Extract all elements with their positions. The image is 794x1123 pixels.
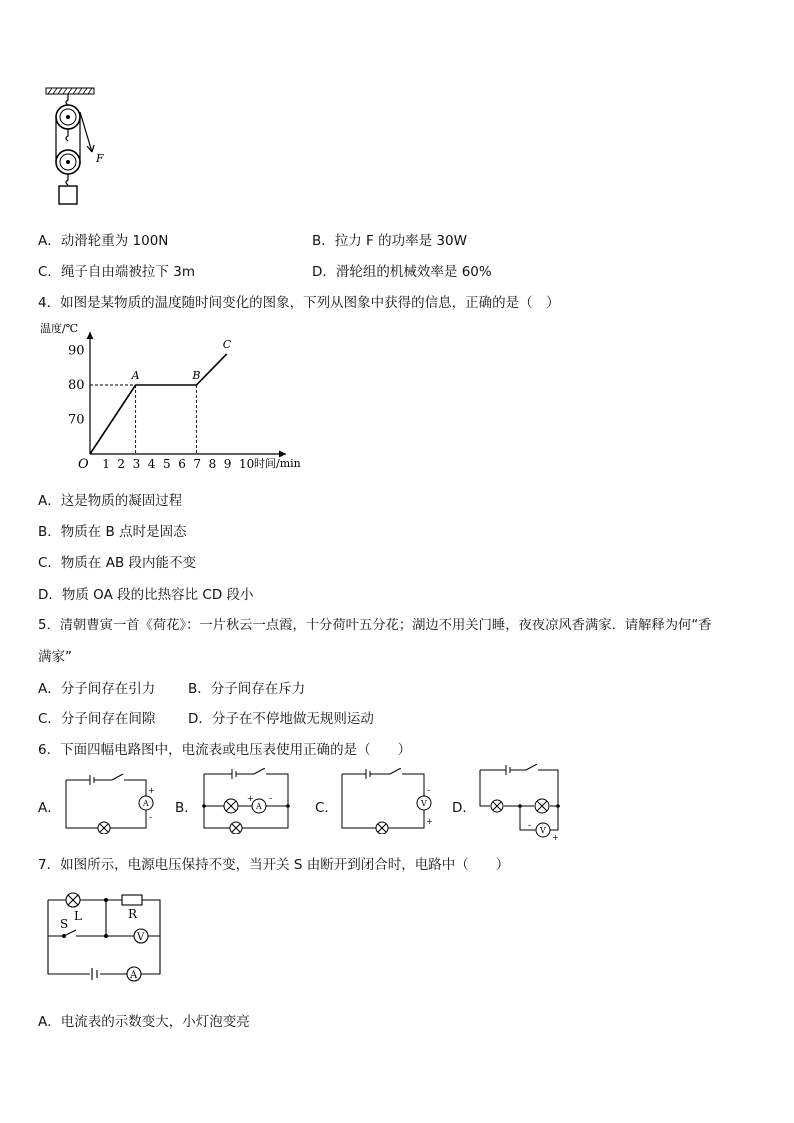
q5-stem-line1: 5．清朝曹寅一首《荷花》：一片秋云一点霞，十分荷叶五分花；湖边不用关门睡，夜夜凉风香满家．请解释为何“香 <box>38 618 712 633</box>
plus-sign: + <box>148 786 155 795</box>
circuit-a <box>62 768 162 834</box>
minus-sign: - <box>528 821 532 831</box>
minus-sign: - <box>269 794 273 804</box>
temperature-curve <box>90 354 227 454</box>
plus-sign: + <box>426 817 433 826</box>
point-label: C <box>222 337 232 351</box>
x-tick-label: 1 <box>102 457 110 471</box>
q4-option-d[interactable]: D．物质 OA 段的比热容比 CD 段小 <box>38 587 254 603</box>
q3-option-d[interactable] <box>312 260 492 280</box>
circuit-q7 <box>42 888 172 984</box>
y-tick-label: 90 <box>68 343 85 359</box>
switch-label: S <box>60 917 69 931</box>
ammeter-label: A <box>130 970 138 981</box>
x-tick-label: 2 <box>117 457 126 471</box>
q3-option-a[interactable] <box>38 229 168 249</box>
x-axis-label: 时间/min <box>254 457 301 470</box>
y-tick-label: 70 <box>68 412 85 428</box>
x-tick-label: 10 <box>239 457 255 471</box>
ammeter-label: A <box>143 799 149 808</box>
option-letter: D． <box>312 264 336 280</box>
plus-sign: + <box>552 833 559 840</box>
minus-sign: - <box>427 786 431 796</box>
y-tick-label: 80 <box>68 378 85 393</box>
x-tick-label: 4 <box>147 457 156 471</box>
option-letter: B． <box>312 233 335 249</box>
option-text: 绳子自由端被拉下 3m <box>60 264 195 280</box>
circuit-c <box>338 768 438 834</box>
q4-stem: 4．如图是某物质的温度随时间变化的图象，下列从图象中获得的信息，正确的是（ ） <box>38 295 560 311</box>
q4-option-c[interactable]: C．物质在 AB 段内能不变 <box>38 555 197 571</box>
q5-stem-line2: 满家” <box>38 649 72 665</box>
q5-option-d[interactable]: D．分子在不停地做无规则运动 <box>188 711 374 727</box>
temperature-time-graph <box>38 318 318 476</box>
q6-label-d[interactable]: D． <box>452 800 476 816</box>
option-letter: A． <box>38 233 61 249</box>
voltmeter-label: V <box>137 932 145 943</box>
q6-label-a[interactable]: A． <box>38 800 61 816</box>
option-letter: C． <box>38 264 61 280</box>
q5-option-a[interactable]: A．分子间存在引力 <box>38 681 156 697</box>
q7-stem: 7．如图所示，电源电压保持不变，当开关 S 由断开到闭合时，电路中（ ） <box>38 857 510 873</box>
x-tick-label: 8 <box>208 457 217 471</box>
x-tick-label: 7 <box>193 457 202 471</box>
option-text: 动滑轮重为 100N <box>60 233 169 249</box>
circuit-d <box>476 764 566 840</box>
q4-option-b[interactable]: B．物质在 B 点时是固态 <box>38 524 187 540</box>
origin-label: O <box>78 457 89 472</box>
resistor-label: R <box>128 907 138 921</box>
ammeter-label: A <box>256 802 262 811</box>
option-text: 滑轮组的机械效率是 60% <box>335 264 492 280</box>
q6-label-c[interactable]: C． <box>315 800 338 816</box>
point-label: B <box>192 369 201 382</box>
minus-sign: - <box>149 813 153 823</box>
q6-stem: 6．下面四幅电路图中，电流表或电压表使用正确的是（ ） <box>38 742 412 758</box>
q6-label-b[interactable]: B． <box>175 800 198 816</box>
option-text: 拉力 F 的功率是 30W <box>334 233 467 249</box>
q4-option-a[interactable]: A．这是物质的凝固过程 <box>38 493 183 509</box>
q3-option-c[interactable] <box>38 260 195 280</box>
plus-sign: + <box>247 794 254 803</box>
x-tick-label: 9 <box>223 457 232 471</box>
x-tick-label: 5 <box>163 457 171 471</box>
point-label: A <box>131 369 140 382</box>
lamp-label: L <box>74 909 82 923</box>
q3-option-b[interactable] <box>312 229 467 249</box>
circuit-b <box>200 768 300 834</box>
force-label: F <box>96 152 104 165</box>
q5-option-b[interactable]: B．分子间存在斥力 <box>188 681 306 697</box>
pulley-figure <box>38 84 118 210</box>
x-tick-label: 3 <box>132 457 141 471</box>
voltmeter-label: V <box>540 826 546 835</box>
x-tick-label: 6 <box>178 457 186 471</box>
q5-option-c[interactable]: C．分子间存在间隙 <box>38 711 156 727</box>
voltmeter-label: V <box>421 799 427 808</box>
y-axis-label: 温度/℃ <box>40 322 79 335</box>
q7-option-a[interactable]: A．电流表的示数变大，小灯泡变亮 <box>38 1014 250 1030</box>
